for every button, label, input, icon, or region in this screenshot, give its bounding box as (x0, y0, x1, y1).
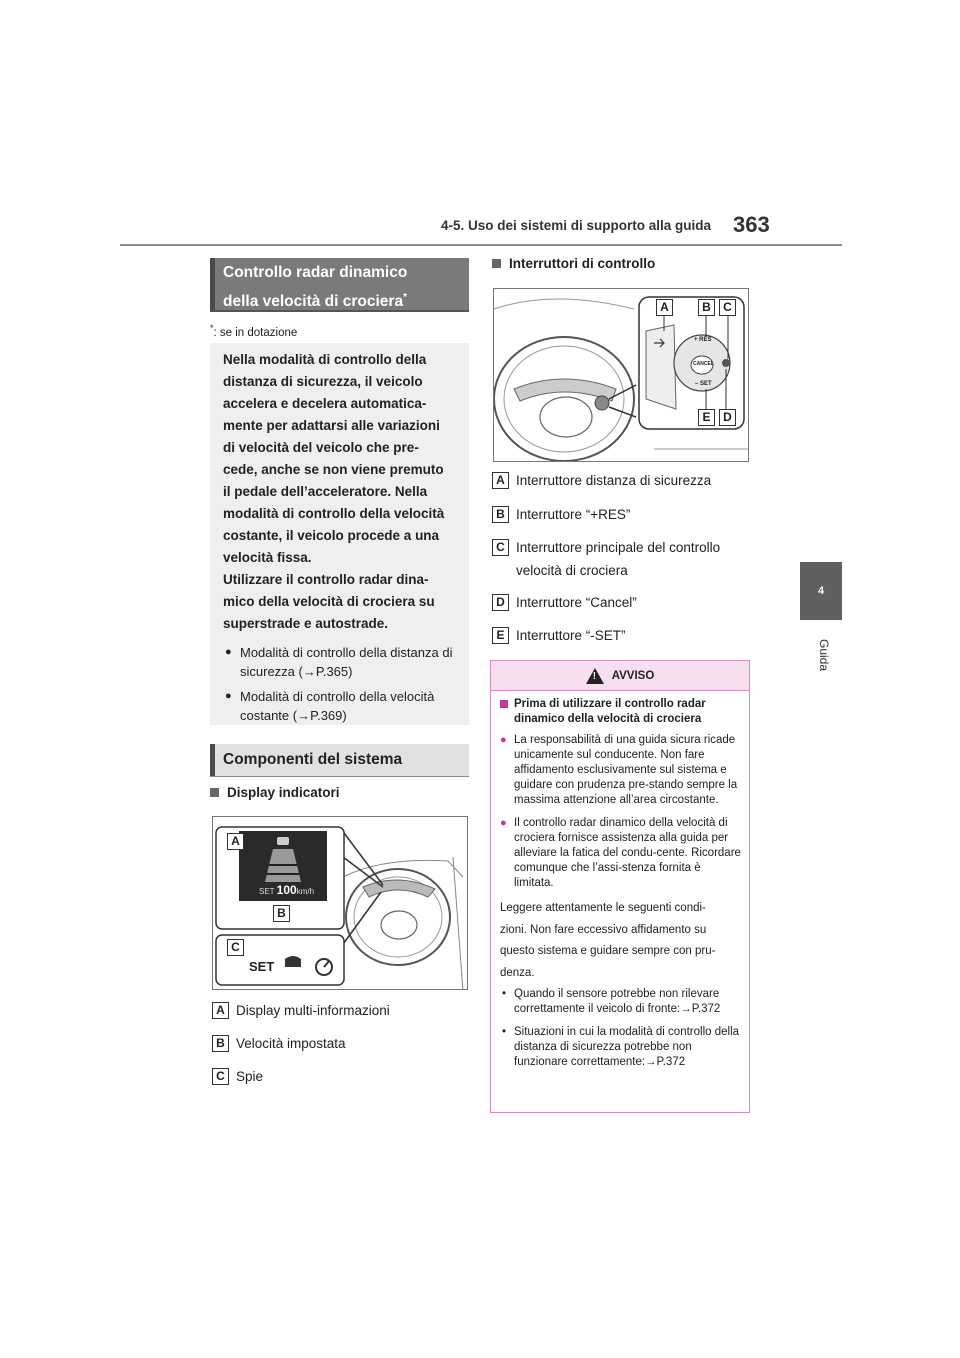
main-heading-line2: della velocità di crociera* (223, 292, 407, 311)
warning-paragraph-line: Leggere attentamente le seguenti condi- (500, 902, 706, 914)
callout-e: E (698, 409, 715, 426)
footnote: *: se in dotazione (210, 323, 298, 339)
legend-item: A Interruttore distanza di sicurezza (492, 472, 711, 490)
summary-line: costante, il veicolo procede a una (223, 528, 440, 543)
warning-heading: Prima di utilizzare il controllo radar dinamico della velocità di crociera (500, 697, 741, 727)
res-label: + RES (694, 337, 712, 343)
summary-line: Nella modalità di controllo della (223, 352, 427, 367)
callout-c: C (719, 299, 736, 316)
legend-item: A Display multi-informazioni (212, 1002, 390, 1020)
summary-line: modalità di controllo della velocità (223, 506, 445, 521)
summary-line: mente per adattarsi alle variazioni (223, 418, 440, 433)
legend-item: E Interruttore “-SET” (492, 627, 626, 645)
speed-readout: SET 100km/h (259, 883, 315, 897)
legend-item: B Interruttore “+RES” (492, 506, 630, 524)
summary-line: il pedale dell’acceleratore. Nella (223, 484, 428, 499)
warning-bullet: ● Il controllo radar dinamico della velocità di crociera fornisce assistenza alla guida per alleviare la fatica del condu-cente. Ricordare comunque che l’assi-stenza fornita è limitata. (500, 816, 741, 891)
switches-subheading: Interruttori di controllo (492, 256, 655, 271)
summary-line: di velocità del veicolo che pre- (223, 440, 419, 455)
components-heading: Componenti del sistema (210, 744, 469, 777)
legend-item: C Spie (212, 1068, 263, 1086)
display-subheading: Display indicatori (210, 785, 340, 800)
summary-line: Utilizzare il controllo radar dina- (223, 572, 429, 587)
warning-icon (586, 668, 604, 684)
summary-line: velocità fissa. (223, 550, 312, 565)
summary-line: distanza di sicurezza, il veicolo (223, 374, 423, 389)
mode-item: ● Modalità di controllo della distanza di sicurezza (→P.365) (223, 643, 457, 681)
legend-item-continued: velocità di crociera (516, 563, 628, 578)
set-label: – SET (695, 381, 712, 387)
legend-item: C Interruttore principale del controllo (492, 539, 720, 557)
summary-line: accelera e decelera automatica- (223, 396, 427, 411)
heading-bar (210, 744, 215, 776)
warning-body (491, 691, 749, 1070)
warning-dot-item: • Quando il sensore potrebbe non rilevare correttamente il veicolo di fronte:→P.372 (500, 987, 741, 1017)
footnote-mark: * (403, 292, 407, 303)
warning-paragraph-line: denza. (500, 966, 535, 979)
summary-line: mico della velocità di crociera su (223, 594, 435, 609)
warning-paragraph-line: questo sistema e guidare sempre con pru- (500, 945, 716, 957)
callout-b: B (698, 299, 715, 316)
cruise-main-switch-icon (722, 359, 730, 367)
mode-item: ● Modalità di controllo della velocità costante (→P.369) (223, 687, 457, 725)
warning-header: ! AVVISO (491, 661, 749, 691)
chapter-tab: 4 (800, 562, 842, 620)
legend-item: D Interruttore “Cancel” (492, 594, 637, 612)
chapter-label: Guida (817, 638, 831, 672)
callout-a: A (656, 299, 673, 316)
callout-d: D (719, 409, 736, 426)
section-title: 4-5. Uso dei sistemi di supporto alla guida (441, 218, 712, 233)
warning-box (490, 660, 750, 1113)
heading-bar (210, 258, 215, 310)
main-heading (210, 258, 469, 312)
warning-paragraph-line: zioni. Non fare eccessivo affidamento su (500, 923, 707, 936)
switches-figure (493, 288, 749, 462)
warning-dot-item: • Situazioni in cui la modalità di controllo della distanza di sicurezza potrebbe non funzionare correttamente:→P.372 (500, 1025, 741, 1070)
callout-c: C (227, 939, 244, 956)
callout-a: A (227, 833, 244, 850)
set-indicator: SET (249, 959, 275, 974)
page-number: 363 (733, 212, 770, 237)
main-heading-line1: Controllo radar dinamico (223, 264, 408, 281)
display-figure (212, 816, 468, 990)
vehicle-ahead-icon (285, 956, 301, 967)
summary-box (210, 343, 469, 725)
summary-line: superstrade e autostrade. (223, 616, 389, 631)
callout-b: B (273, 905, 290, 922)
warning-bullet: ● La responsabilità di una guida sicura ricade unicamente sul conducente. Non fare affidamento esclusivamente sul sistema e guidare con prudenza pre-stando sempre la massima attenzione all’area circostante. (500, 733, 741, 808)
cancel-label: CANCEL (693, 361, 714, 367)
summary-line: cede, anche se non viene premuto (223, 462, 444, 477)
mode-list (223, 643, 457, 725)
header-rule (120, 244, 842, 246)
legend-item: B Velocità impostata (212, 1035, 346, 1053)
